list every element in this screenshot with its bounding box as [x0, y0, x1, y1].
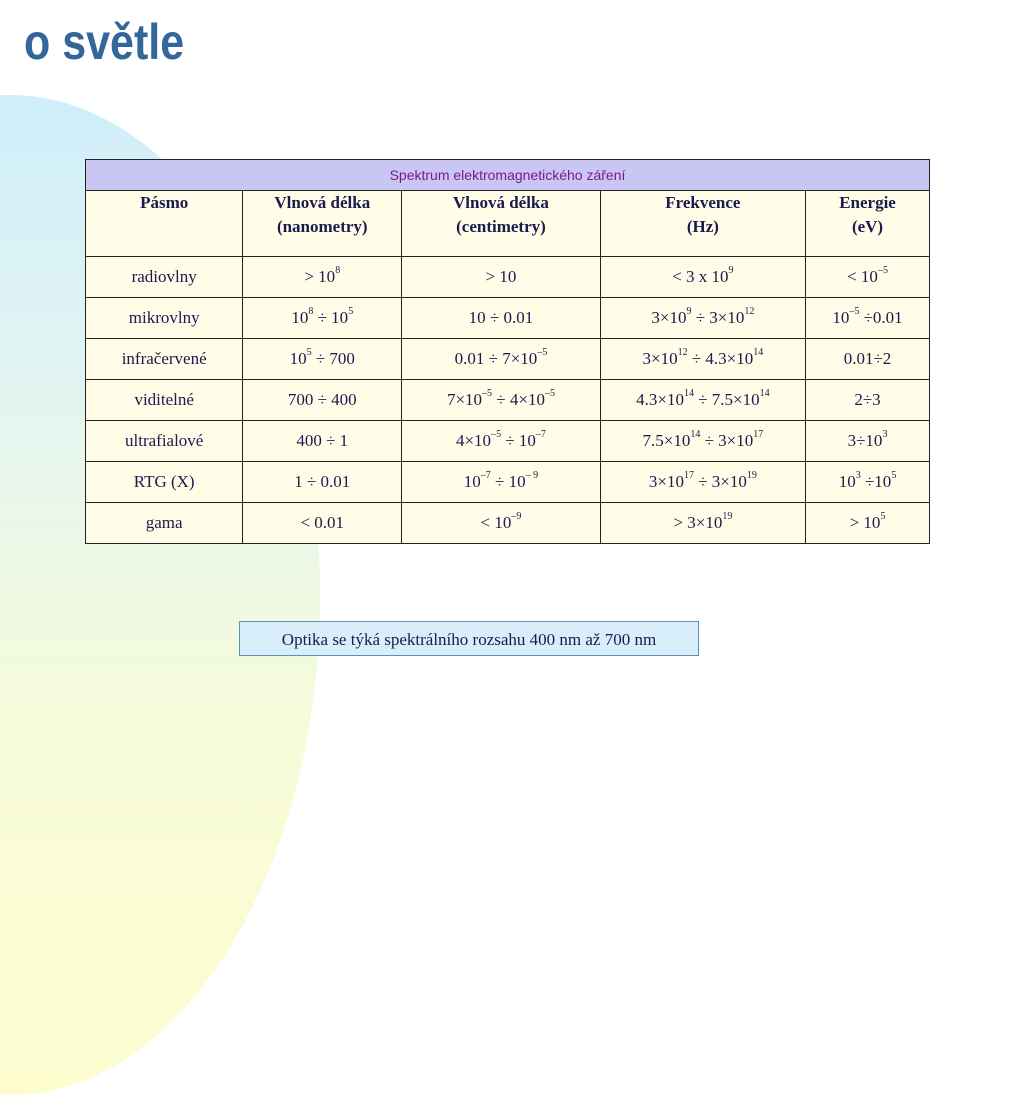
cell-frequency: $3\times 10^{12} \div 4.3\times 10^{14}$ — [600, 339, 805, 380]
header-frequency: Frekvence (Hz) — [600, 191, 805, 257]
cell-energy: $10^3 \div 10^5$ — [806, 462, 930, 503]
cell-wavelength-nm: 400 ÷ 1 — [243, 421, 402, 462]
table-caption-row — [86, 160, 930, 191]
cell-band-name: infračervené — [86, 339, 243, 380]
cell-frequency: $4.3\times 10^{14} \div 7.5\times 10^{14}$ — [600, 380, 805, 421]
table-row — [86, 503, 930, 544]
optics-range-note: Optika se týká spektrálního rozsahu 400 nm až 700 nm — [239, 621, 699, 656]
cell-energy: 2÷3 — [806, 380, 930, 421]
cell-band-name: ultrafialové — [86, 421, 243, 462]
header-wavelength-cm: Vlnová délka (centimetry) — [402, 191, 601, 257]
cell-wavelength-nm: > $10^8$ — [243, 257, 402, 298]
cell-energy: $3\div 10^3$ — [806, 421, 930, 462]
cell-energy: < $10^{-5}$ — [806, 257, 930, 298]
cell-band-name: RTG (X) — [86, 462, 243, 503]
table-row — [86, 257, 930, 298]
cell-wavelength-nm: $10^5 \div 700$ — [243, 339, 402, 380]
table-row — [86, 339, 930, 380]
cell-frequency: $7.5\times 10^{14} \div 3\times 10^{17}$ — [600, 421, 805, 462]
cell-wavelength-nm: $10^8 \div 10^5$ — [243, 298, 402, 339]
table-row — [86, 380, 930, 421]
cell-wavelength-cm: < $10^{-9}$ — [402, 503, 601, 544]
table-row — [86, 421, 930, 462]
table-header-row — [86, 191, 930, 257]
cell-frequency: > $3\times 10^{19}$ — [600, 503, 805, 544]
cell-band-name: mikrovlny — [86, 298, 243, 339]
cell-wavelength-nm: < 0.01 — [243, 503, 402, 544]
cell-wavelength-cm: > 10 — [402, 257, 601, 298]
cell-wavelength-cm: $10^{-7} \div 10^{- 9}$ — [402, 462, 601, 503]
cell-wavelength-cm: $0.01 \div 7\times 10^{-5}$ — [402, 339, 601, 380]
cell-frequency: $3\times 10^9 \div 3\times 10^{12}$ — [600, 298, 805, 339]
cell-frequency: < 3 x $10^9$ — [600, 257, 805, 298]
cell-energy: 0.01÷2 — [806, 339, 930, 380]
spectrum-table — [85, 159, 930, 544]
cell-band-name: viditelné — [86, 380, 243, 421]
cell-wavelength-cm: 10 ÷ 0.01 — [402, 298, 601, 339]
header-band: Pásmo — [86, 191, 243, 257]
header-wavelength-nm: Vlnová délka (nanometry) — [243, 191, 402, 257]
cell-band-name: gama — [86, 503, 243, 544]
cell-wavelength-cm: $4\times 10^{-5} \div 10^{-7}$ — [402, 421, 601, 462]
cell-wavelength-nm: 700 ÷ 400 — [243, 380, 402, 421]
cell-frequency: $3\times 10^{17} \div 3\times 10^{19}$ — [600, 462, 805, 503]
cell-energy: $10^{-5} \div 0.01$ — [806, 298, 930, 339]
table-row — [86, 462, 930, 503]
cell-energy: > $10^5$ — [806, 503, 930, 544]
slide-title: o světle — [24, 14, 185, 70]
cell-band-name: radiovlny — [86, 257, 243, 298]
header-energy: Energie (eV) — [806, 191, 930, 257]
table-caption: Spektrum elektromagnetického záření — [86, 160, 930, 191]
cell-wavelength-cm: $7\times 10^{-5} \div 4\times 10^{-5}$ — [402, 380, 601, 421]
cell-wavelength-nm: 1 ÷ 0.01 — [243, 462, 402, 503]
table-row — [86, 298, 930, 339]
